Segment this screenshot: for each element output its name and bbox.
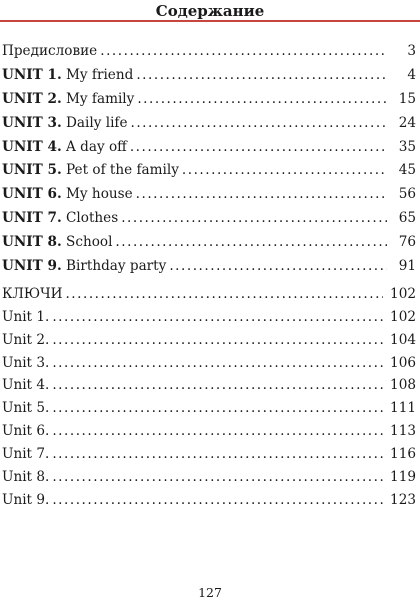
- toc-page-number: 3: [407, 43, 416, 59]
- toc-page-number: 106: [390, 354, 416, 371]
- toc-page-number: 119: [390, 469, 416, 486]
- dot-leader: [52, 400, 383, 416]
- toc-entry-key-unit-7: [2, 446, 416, 469]
- toc-entry-label: Unit 1.: [2, 308, 50, 325]
- toc-entry-unit-8: [2, 234, 416, 258]
- toc-entry-key-unit-1: [2, 309, 416, 332]
- toc-page-number: 45: [398, 162, 416, 179]
- toc-page-number: 56: [398, 186, 416, 203]
- unit-title: Pet of the family: [66, 162, 179, 179]
- toc-entry-key-unit-5: [2, 400, 416, 423]
- toc-page-number: 24: [398, 114, 416, 131]
- toc-entry-label: [2, 67, 133, 83]
- unit-title: Clothes: [66, 210, 119, 227]
- page-title: Содержание: [155, 2, 265, 20]
- toc-entry-label: Unit 2.: [2, 331, 50, 348]
- toc-entry-unit-9: [2, 258, 416, 282]
- toc-entry-label: Unit 7.: [2, 446, 50, 463]
- toc-entry-label: Unit 6.: [2, 423, 50, 440]
- toc-page-number: 91: [398, 258, 416, 275]
- dot-leader: [52, 469, 383, 485]
- toc-entry-label: [2, 234, 112, 250]
- dot-leader: [137, 91, 387, 107]
- toc-entry-label: Unit 5.: [2, 400, 50, 417]
- dot-leader: [52, 377, 383, 393]
- toc-entry-unit-6: [2, 186, 416, 210]
- toc-entry-unit-2: [2, 91, 416, 115]
- toc-entry-label: [2, 91, 134, 107]
- toc-entry-label: Unit 3.: [2, 354, 50, 371]
- toc-page-number: 111: [390, 400, 416, 417]
- toc-entry-label: [2, 210, 118, 226]
- dot-leader: [52, 423, 383, 439]
- toc-entry-unit-4: [2, 139, 416, 163]
- toc-entry-unit-5: [2, 162, 416, 186]
- toc-entry-key-unit-9: [2, 492, 416, 515]
- unit-title: School: [66, 234, 113, 251]
- toc-entry-label: Unit 4.: [2, 377, 50, 394]
- toc-page-number: 108: [390, 377, 416, 394]
- toc-entry-label: Unit 8.: [2, 469, 50, 486]
- toc-page-number: 65: [398, 210, 416, 227]
- toc-entry-unit-7: [2, 210, 416, 234]
- page-number: 127: [198, 585, 222, 600]
- dot-leader: [65, 286, 383, 302]
- unit-prefix: UNIT 9.: [2, 258, 62, 275]
- unit-title: Birthday party: [66, 258, 167, 275]
- unit-prefix: UNIT 6.: [2, 186, 62, 203]
- dot-leader: [52, 332, 383, 348]
- unit-prefix: UNIT 1.: [2, 66, 62, 83]
- toc-entry-label: [2, 115, 128, 131]
- toc-entry-label: [2, 186, 133, 202]
- dot-leader: [100, 43, 387, 59]
- unit-prefix: UNIT 5.: [2, 162, 62, 179]
- toc-entry-preface: [2, 43, 416, 67]
- toc-entry-label: [2, 162, 179, 178]
- unit-prefix: UNIT 8.: [2, 234, 62, 251]
- toc-entry-key-unit-2: [2, 332, 416, 355]
- toc-page-number: 113: [390, 423, 416, 440]
- toc-entry-key-unit-8: [2, 469, 416, 492]
- dot-leader: [121, 210, 387, 226]
- toc-entry-label: Предисловие: [2, 43, 98, 59]
- unit-title: My friend: [66, 66, 134, 83]
- toc-page-number: 123: [390, 491, 416, 508]
- toc-entry-unit-3: [2, 115, 416, 139]
- toc-entry-unit-1: [2, 67, 416, 91]
- dot-leader: [52, 492, 383, 508]
- toc-entry-key-unit-6: [2, 423, 416, 446]
- toc-page-number: 102: [390, 308, 416, 325]
- unit-title: My house: [66, 186, 133, 203]
- unit-prefix: UNIT 3.: [2, 114, 62, 131]
- unit-title: My family: [66, 90, 135, 107]
- dot-leader: [115, 234, 387, 250]
- dot-leader: [52, 355, 383, 371]
- dot-leader: [52, 309, 383, 325]
- dot-leader: [52, 446, 383, 462]
- toc-entry-label: КЛЮЧИ: [2, 285, 63, 302]
- toc-page-number: 104: [390, 331, 416, 348]
- dot-leader: [136, 67, 387, 83]
- toc-page-number: 35: [398, 138, 416, 155]
- toc-entry-key-unit-4: [2, 377, 416, 400]
- dot-leader: [136, 186, 387, 202]
- unit-prefix: UNIT 4.: [2, 138, 62, 155]
- toc-entry-label: [2, 139, 127, 155]
- dot-leader: [169, 258, 387, 274]
- dot-leader: [131, 115, 388, 131]
- toc-entry-keys: [2, 286, 416, 309]
- toc-entry-label: Unit 9.: [2, 491, 50, 508]
- unit-prefix: UNIT 7.: [2, 210, 62, 227]
- toc-page-number: 102: [390, 285, 416, 302]
- toc-entry-label: [2, 258, 166, 274]
- toc-entry-key-unit-3: [2, 355, 416, 378]
- dot-leader: [182, 162, 387, 178]
- unit-title: Daily life: [66, 114, 128, 131]
- title-underline: [0, 20, 420, 22]
- unit-title: A day off: [66, 138, 127, 155]
- toc-page-number: 76: [398, 234, 416, 251]
- toc-page-number: 15: [398, 90, 416, 107]
- table-of-contents: [2, 43, 416, 515]
- toc-page-number: 4: [407, 66, 416, 83]
- unit-prefix: UNIT 2.: [2, 90, 62, 107]
- toc-page-number: 116: [390, 446, 416, 463]
- dot-leader: [130, 139, 387, 155]
